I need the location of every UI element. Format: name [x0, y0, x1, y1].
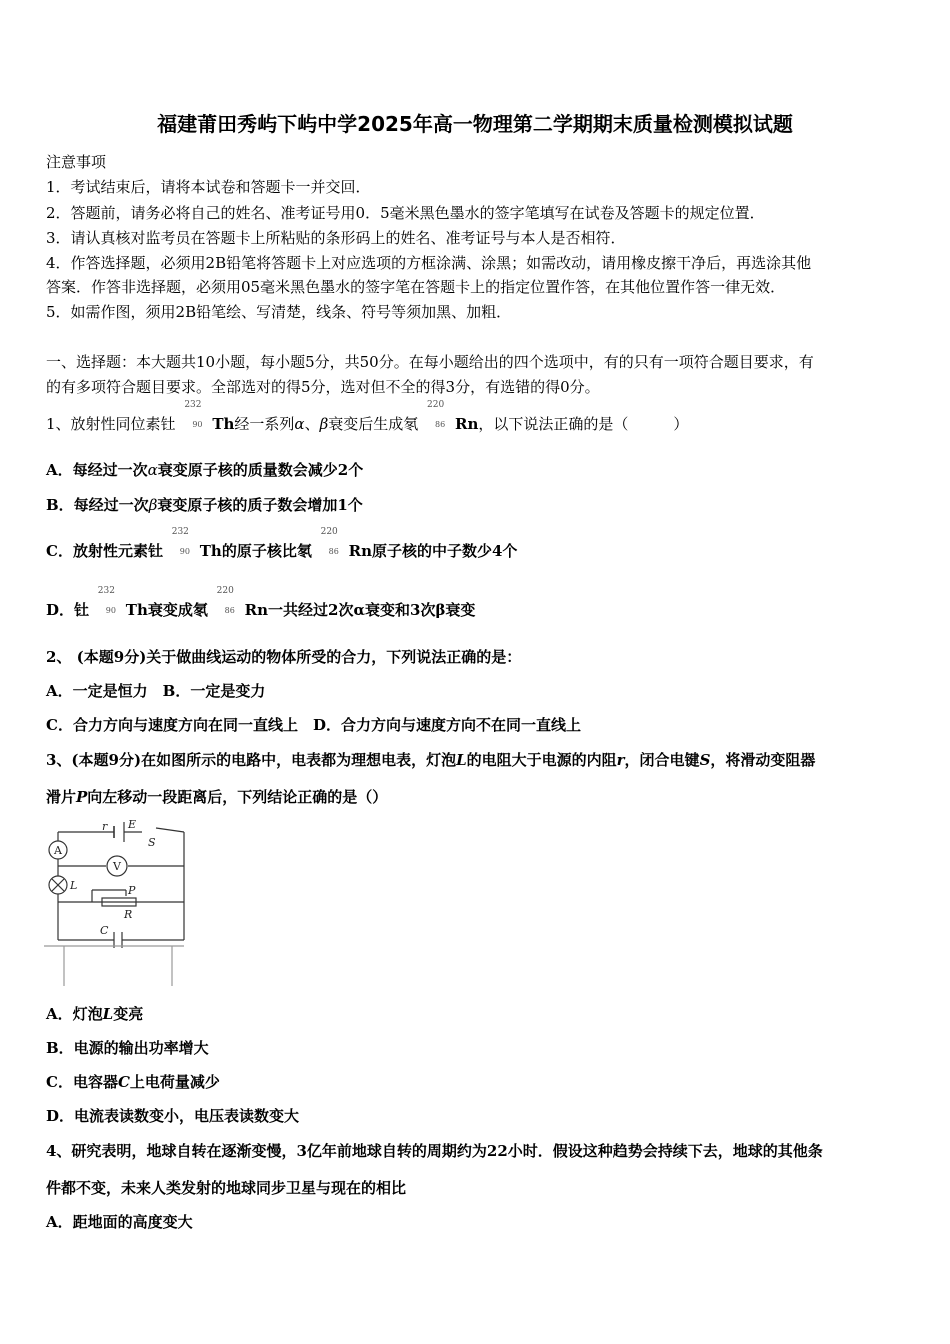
nuclide-th: 232 90 [184, 400, 203, 429]
q3-option-a: A．灯泡L变亮 [46, 1005, 144, 1023]
page-title: 福建莆田秀屿下屿中学2025年高一物理第二学期期末质量检测模拟试题 [157, 112, 793, 136]
rn-symbol: Rn [455, 415, 479, 433]
circuit-label-e: E [128, 818, 137, 831]
notice-item: 答案．作答非选择题，必须用05毫米黑色墨水的签字笔在答题卡上的指定位置作答，在其他位置作答一律无效． [46, 278, 786, 296]
circuit-label-c: C [100, 924, 109, 937]
circuit-label-r: r [102, 820, 108, 833]
q2-options-cd: C．合力方向与速度方向在同一直线上 D．合力方向与速度方向不在同一直线上 [46, 716, 581, 734]
notice-item: 1．考试结束后，请将本试卷和答题卡一并交回． [46, 178, 371, 196]
question-4-stem: 4、研究表明，地球自转在逐渐变慢，3亿年前地球自转的周期约为22小时．假设这种趋势会持续下去，地球的其他条 [46, 1142, 823, 1160]
question-2-stem: 2、 (本题9分)关于做曲线运动的物体所受的合力，下列说法正确的是： [46, 648, 522, 666]
question-3-stem-cont: 滑片P向左移动一段距离后，下列结论正确的是（） [46, 788, 388, 806]
q1-option-c: C．放射性元素钍 232 90 Th的原子核比氡 220 86 Rn原子核的中子数少4个 [46, 527, 518, 560]
ammeter-label: A [54, 844, 62, 857]
q1-option-b: B．每经过一次β衰变原子核的质子数会增加1个 [46, 496, 363, 514]
q1-text: 1、放射性同位素钍 [46, 415, 176, 433]
nuclide-rn: 220 86 [427, 400, 446, 429]
q3-option-b: B．电源的输出功率增大 [46, 1039, 209, 1057]
notice-heading: 注意事项 [46, 153, 107, 171]
question-3-stem: 3、(本题9分)在如图所示的电路中，电表都为理想电表，灯泡L的电阻大于电源的内阻r，闭合电键S，将滑动变阻器 [46, 751, 816, 769]
circuit-label-p: P [128, 884, 136, 897]
notice-item: 2．答题前，请务必将自己的姓名、准考证号用0．5毫米黑色墨水的签字笔填写在试卷及答题卡的规定位置． [46, 204, 765, 222]
q3-option-c: C．电容器C上电荷量减少 [46, 1073, 220, 1091]
section-intro: 一、选择题：本大题共10小题，每小题5分，共50分。在每小题给出的四个选项中，有的只有一项符合题目要求，有 [46, 353, 814, 371]
question-1-stem: 1、放射性同位素钍 232 90 Th经一系列α、β衰变后生成氡 220 86 Rn，以下说法正确的是（ ） [46, 400, 689, 433]
section-intro-cont: 的有多项符合题目要求。全部选对的得5分，选对但不全的得3分，有选错的得0分。 [46, 378, 600, 396]
voltmeter-label: V [113, 860, 121, 873]
notice-item: 5．如需作图，须用2B铅笔绘、写清楚，线条、符号等须加黑、加粗． [46, 303, 512, 321]
th-symbol: Th [212, 415, 235, 433]
notice-item: 3．请认真核对监考员在答题卡上所粘贴的条形码上的姓名、准考证号与本人是否相符． [46, 229, 626, 247]
q1-option-a: A．每经过一次α衰变原子核的质量数会减少2个 [46, 461, 364, 479]
notice-item: 4．作答选择题，必须用2B铅笔将答题卡上对应选项的方框涂满、涂黑；如需改动，请用橡皮擦干净后，再选涂其他 [46, 254, 812, 272]
q4-option-a: A．距地面的高度变大 [46, 1213, 193, 1231]
circuit-label-s: S [148, 836, 156, 849]
q2-options-ab: A．一定是恒力 B．一定是变力 [46, 682, 266, 700]
q3-option-d: D．电流表读数变小，电压表读数变大 [46, 1107, 300, 1125]
question-4-stem-cont: 件都不变，未来人类发射的地球同步卫星与现在的相比 [46, 1179, 407, 1197]
circuit-diagram [44, 818, 192, 988]
circuit-label-l: L [70, 879, 78, 892]
q1-option-d: D．钍 232 90 Th衰变成氡 220 86 Rn一共经过2次α衰变和3次β衰变 [46, 586, 476, 619]
circuit-label-r-rheostat: R [124, 908, 133, 921]
